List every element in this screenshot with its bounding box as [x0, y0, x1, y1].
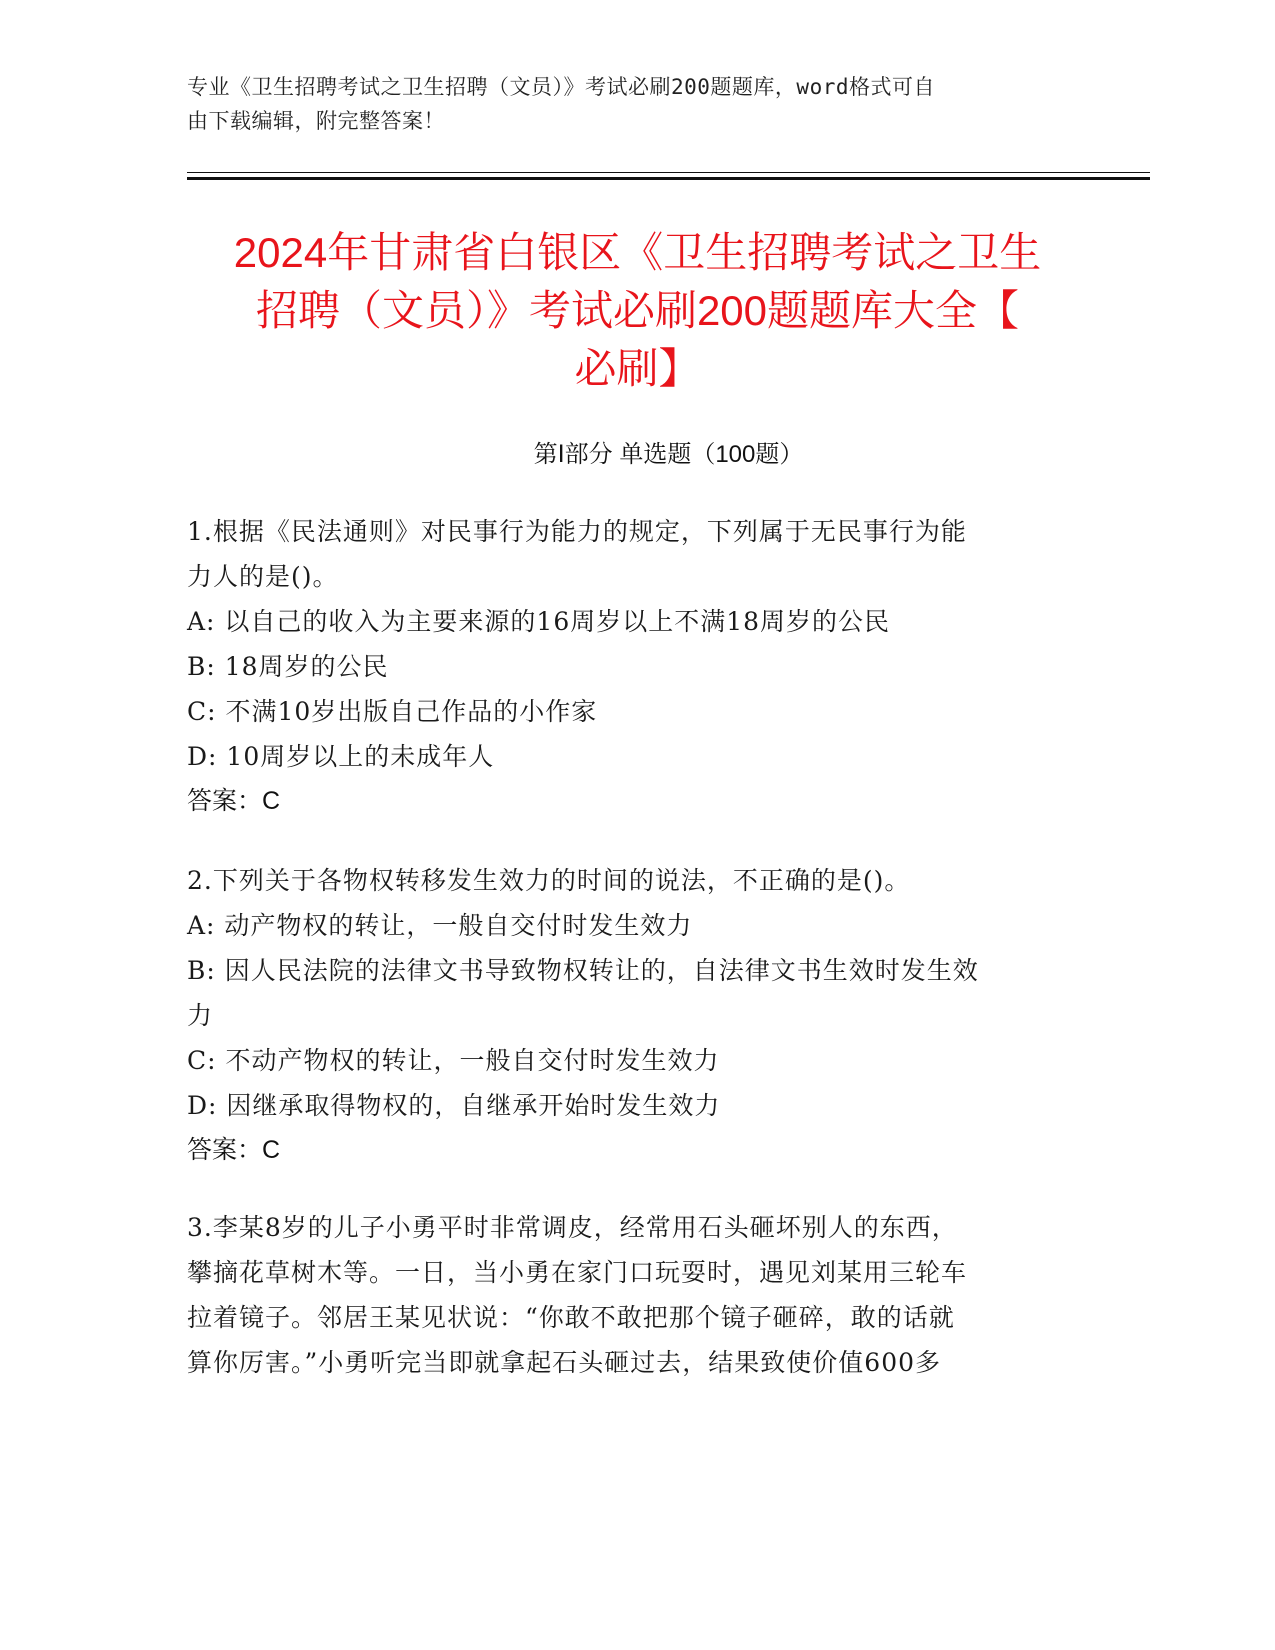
option-d: D: 10周岁以上的未成年人 — [187, 742, 495, 771]
section-heading: 第Ⅰ部分 单选题（100题） — [533, 441, 804, 468]
header-note-line-1: 专业《卫生招聘考试之卫生招聘（文员）》考试必刷200题题库，word格式可自 — [187, 75, 935, 99]
question-stem-line: 1.根据《民法通则》对民事行为能力的规定，下列属于无民事行为能 — [187, 517, 967, 546]
question-stem-line: 算你厉害。”小勇听完当即就拿起石头砸过去，结果致使价值600多 — [187, 1348, 942, 1377]
option-b-continuation: 力 — [187, 1001, 214, 1030]
answer-line: 答案：C — [187, 1136, 281, 1164]
question-stem-line: 力人的是()。 — [187, 562, 339, 591]
header-rule-thick — [187, 177, 1150, 180]
option-c: C: 不满10岁出版自己作品的小作家 — [187, 697, 598, 726]
document-header-note — [187, 70, 1067, 138]
option-a: A: 以自己的收入为主要来源的16周岁以上不满18周岁的公民 — [187, 607, 891, 636]
option-d: D: 因继承取得物权的，自继承开始时发生效力 — [187, 1091, 721, 1120]
header-rule-thin — [187, 172, 1150, 173]
question-stem-line: 2.下列关于各物权转移发生效力的时间的说法，不正确的是()。 — [187, 866, 911, 895]
title-line-2: 招聘（文员）》考试必刷200题题库大全【 — [255, 287, 1020, 334]
question-2 — [187, 858, 1067, 1173]
answer-line: 答案：C — [187, 787, 281, 815]
option-b: B: 18周岁的公民 — [187, 652, 389, 681]
option-a: A: 动产物权的转让，一般自交付时发生效力 — [187, 911, 693, 940]
question-stem-line: 攀摘花草树木等。一日，当小勇在家门口玩耍时，遇见刘某用三轮车 — [187, 1258, 968, 1287]
question-stem-line: 3.李某8岁的儿子小勇平时非常调皮，经常用石头砸坏别人的东西， — [187, 1213, 958, 1242]
option-b: B: 因人民法院的法律文书导致物权转让的，自法律文书生效时发生效 — [187, 956, 979, 985]
option-c: C: 不动产物权的转让，一般自交付时发生效力 — [187, 1046, 720, 1075]
title-line-1: 2024年甘肃省白银区《卫生招聘考试之卫生 — [233, 229, 1042, 276]
title-line-3: 必刷】 — [574, 345, 701, 392]
question-3 — [187, 1205, 1067, 1385]
document-title — [150, 224, 1125, 398]
question-stem-line: 拉着镜子。邻居王某见状说：“你敢不敢把那个镜子砸碎，敢的话就 — [187, 1303, 955, 1332]
question-1 — [187, 509, 1067, 824]
header-note-line-2: 由下载编辑，附完整答案！ — [187, 109, 445, 133]
